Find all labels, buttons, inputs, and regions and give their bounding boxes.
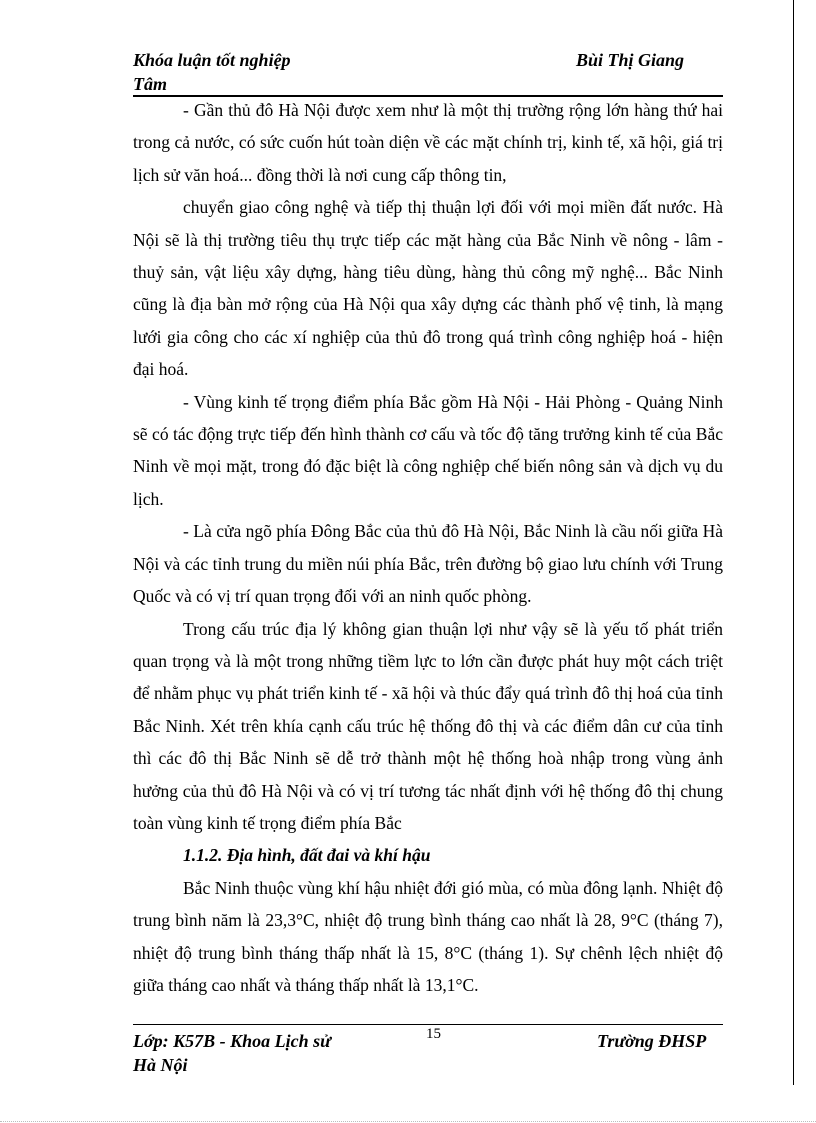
footer-class: Lớp: K57B - Khoa Lịch sử	[133, 1031, 331, 1051]
paragraph-4: - Là cửa ngõ phía Đông Bắc của thủ đô Hà Nội, Bắc Ninh là cầu nối giữa Hà Nội và các tỉnh trung du miền núi phía Bắc, trên đường bộ giao lưu chính với Trung Quốc và có vị trí quan trọng đối với an ninh quốc phòng.	[133, 521, 723, 607]
paragraph-5: Trong cấu trúc địa lý không gian thuận lợi như vậy sẽ là yếu tố phát triển quan trọng và là một trong những tiềm lực to lớn cần được phát huy một cách triệt để nhằm phục vụ phát triển kinh tế - xã hội và thúc đẩy quá trình đô thị hoá của tỉnh Bắc Ninh. Xét trên khía cạnh cấu trúc hệ thống đô thị và các điểm dân cư của tỉnh thì các đô thị Bắc Ninh sẽ dễ trở thành một hệ thống hoà nhập trong vùng ảnh hưởng của thủ đô Hà Nội và có vị trí tương tác nhất định với hệ thống đô thị chung toàn vùng kinh tế trọng điểm phía Bắc	[133, 618, 723, 833]
page-edge-dotted-line	[0, 1121, 816, 1122]
header-author: Bùi Thị Giang	[576, 50, 685, 70]
section-heading: 1.1.2. Địa hình, đất đai và khí hậu	[183, 845, 431, 866]
page-number: 15	[426, 1026, 441, 1042]
paragraph-1: - Gần thủ đô Hà Nội được xem như là một thị trường rộng lớn hàng thứ hai trong cả nước, có sức cuốn hút toàn diện về các mặt chính trị, kinh tế, xã hội, giá trị lịch sử văn hoá... đồng thời là nơi cung cấp thông tin,	[133, 100, 723, 185]
header-author-continued: Tâm	[133, 74, 167, 94]
right-margin-line	[793, 0, 794, 1085]
paragraph-climate: Bắc Ninh thuộc vùng khí hậu nhiệt đới gió mùa, có mùa đông lạnh. Nhiệt độ trung bình năm là 23,3°C, nhiệt độ trung bình tháng cao nhất là 28, 9°C (tháng 7), nhiệt độ trung bình tháng thấp nhất là 15, 8°C (tháng 1). Sự chênh lệch nhiệt độ giữa tháng cao nhất và tháng thấp nhất là 13,1°C.	[133, 877, 723, 995]
footer-school-continued: Hà Nội	[133, 1055, 188, 1075]
paragraph-3: - Vùng kinh tế trọng điểm phía Bắc gồm Hà Nội - Hải Phòng - Quảng Ninh sẽ có tác động trực tiếp đến hình thành cơ cấu và tốc độ tăng trưởng kinh tế của Bắc Ninh về mọi mặt, trong đó đặc biệt là công nghiệp chế biến nông sản và dịch vụ du lịch.	[133, 391, 723, 509]
paragraph-2: chuyển giao công nghệ và tiếp thị thuận lợi đối với mọi miền đất nước. Hà Nội sẽ là thị trường tiêu thụ trực tiếp các mặt hàng của Bắc Ninh về nông - lâm - thuỷ sản, vật liệu xây dựng, hàng tiêu dùng, hàng thủ công mỹ nghệ... Bắc Ninh cũng là địa bàn mở rộng của Hà Nội qua xây dựng các thành phố vệ tinh, là mạng lưới gia công cho các xí nghiệp của thủ đô trong quá trình công nghiệp hoá - hiện đại hoá.	[133, 197, 723, 380]
header-thesis-title: Khóa luận tốt nghiệp	[133, 50, 291, 70]
footer-rule	[133, 1024, 723, 1025]
page-body	[133, 94, 723, 1001]
footer-school: Trường ĐHSP	[597, 1031, 707, 1051]
